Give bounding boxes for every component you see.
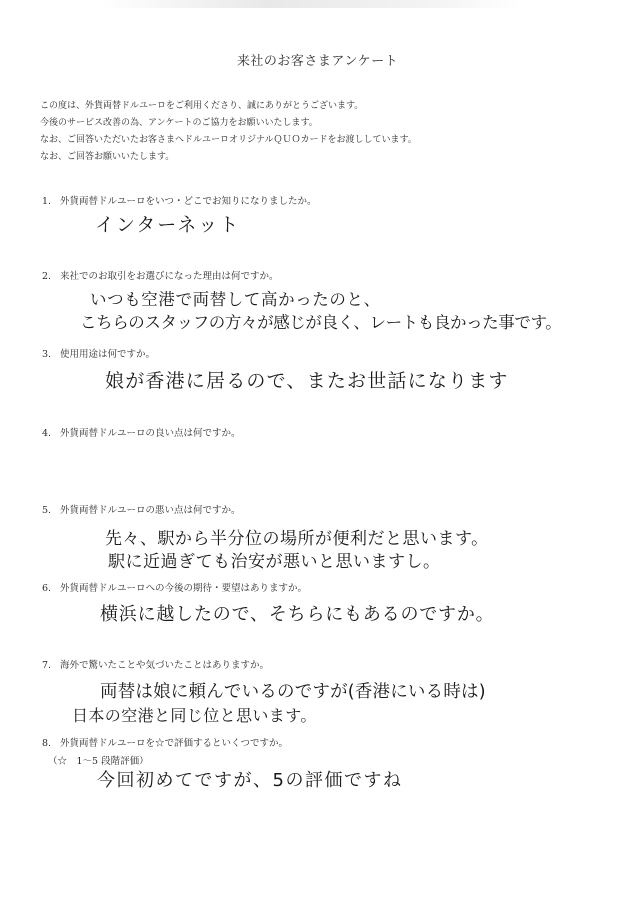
answer-handwritten: 娘が香港に居るので、またお世話になります <box>105 370 509 392</box>
question-text: 外貨両替ドルユーロの悪い点は何ですか。 <box>60 505 241 516</box>
question-number: 2. <box>42 271 52 282</box>
question-7 <box>42 657 269 671</box>
question-text: 外貨両替ドルユーロをいつ・どこでお知りになりましたか。 <box>60 196 317 207</box>
question-4 <box>42 425 241 439</box>
question-text: 使用用途は何ですか。 <box>60 349 156 360</box>
page-title: 来社のお客さまアンケート <box>236 54 399 69</box>
intro-line: なお、ご回答お願いいたします。 <box>40 152 175 162</box>
question-number: 4. <box>42 428 52 439</box>
question-text: 外貨両替ドルユーロへの今後の期待・要望はありますか。 <box>60 583 308 594</box>
question-2 <box>42 268 279 282</box>
answer-handwritten: インターネット <box>95 214 241 236</box>
answer-handwritten: 日本の空港と同じ位と思います。 <box>72 706 317 725</box>
question-6 <box>42 580 307 594</box>
scan-artifact <box>100 0 520 8</box>
answer-handwritten: 両替は娘に頼んでいるのですが(香港にいる時は) <box>100 682 486 702</box>
answer-handwritten: 駅に近過ぎても治安が悪いと思いますし。 <box>108 552 441 572</box>
question-number: 1. <box>42 196 52 207</box>
question-5 <box>42 502 241 516</box>
question-number: 8. <box>42 738 52 749</box>
answer-handwritten: 先々、駅から半分位の場所が便利だと思います。 <box>105 529 489 549</box>
question-text: 海外で驚いたことや気づいたことはありますか。 <box>60 660 270 671</box>
question-number: 6. <box>42 583 52 594</box>
question-text: 外貨両替ドルユーロの良い点は何ですか。 <box>60 428 241 439</box>
question-text: 外貨両替ドルユーロを☆で評価するといくつですか。 <box>60 738 289 749</box>
answer-handwritten: 横浜に越したので、そちらにもあるのですか。 <box>100 604 495 625</box>
intro-text <box>40 98 417 166</box>
intro-line: この度は、外貨両替ドルユーロをご利用くださり、誠にありがとうございます。 <box>40 101 364 111</box>
rating-scale-note: （☆ 1〜5 段階評価） <box>48 756 149 767</box>
intro-line: なお、ご回答いただいたお客さまへドルユーロオリジナルＱＵＯカードをお渡ししています。 <box>40 135 417 145</box>
question-3 <box>42 346 155 360</box>
intro-line: 今後のサービス改善の為、アンケートのご協力をお願いいたします。 <box>40 118 318 128</box>
question-8 <box>42 735 288 749</box>
answer-handwritten: 今回初めてですが、5の評価ですね <box>97 770 403 791</box>
question-number: 7. <box>42 660 52 671</box>
question-number: 5. <box>42 505 52 516</box>
answer-handwritten: こちらのスタッフの方々が感じが良く、レートも良かった事です。 <box>80 313 562 332</box>
question-1 <box>42 193 317 207</box>
question-number: 3. <box>42 349 52 360</box>
answer-handwritten: いつも空港で両替して高かったのと、 <box>90 290 381 309</box>
question-text: 来社でのお取引をお選びになった理由は何ですか。 <box>60 271 279 282</box>
